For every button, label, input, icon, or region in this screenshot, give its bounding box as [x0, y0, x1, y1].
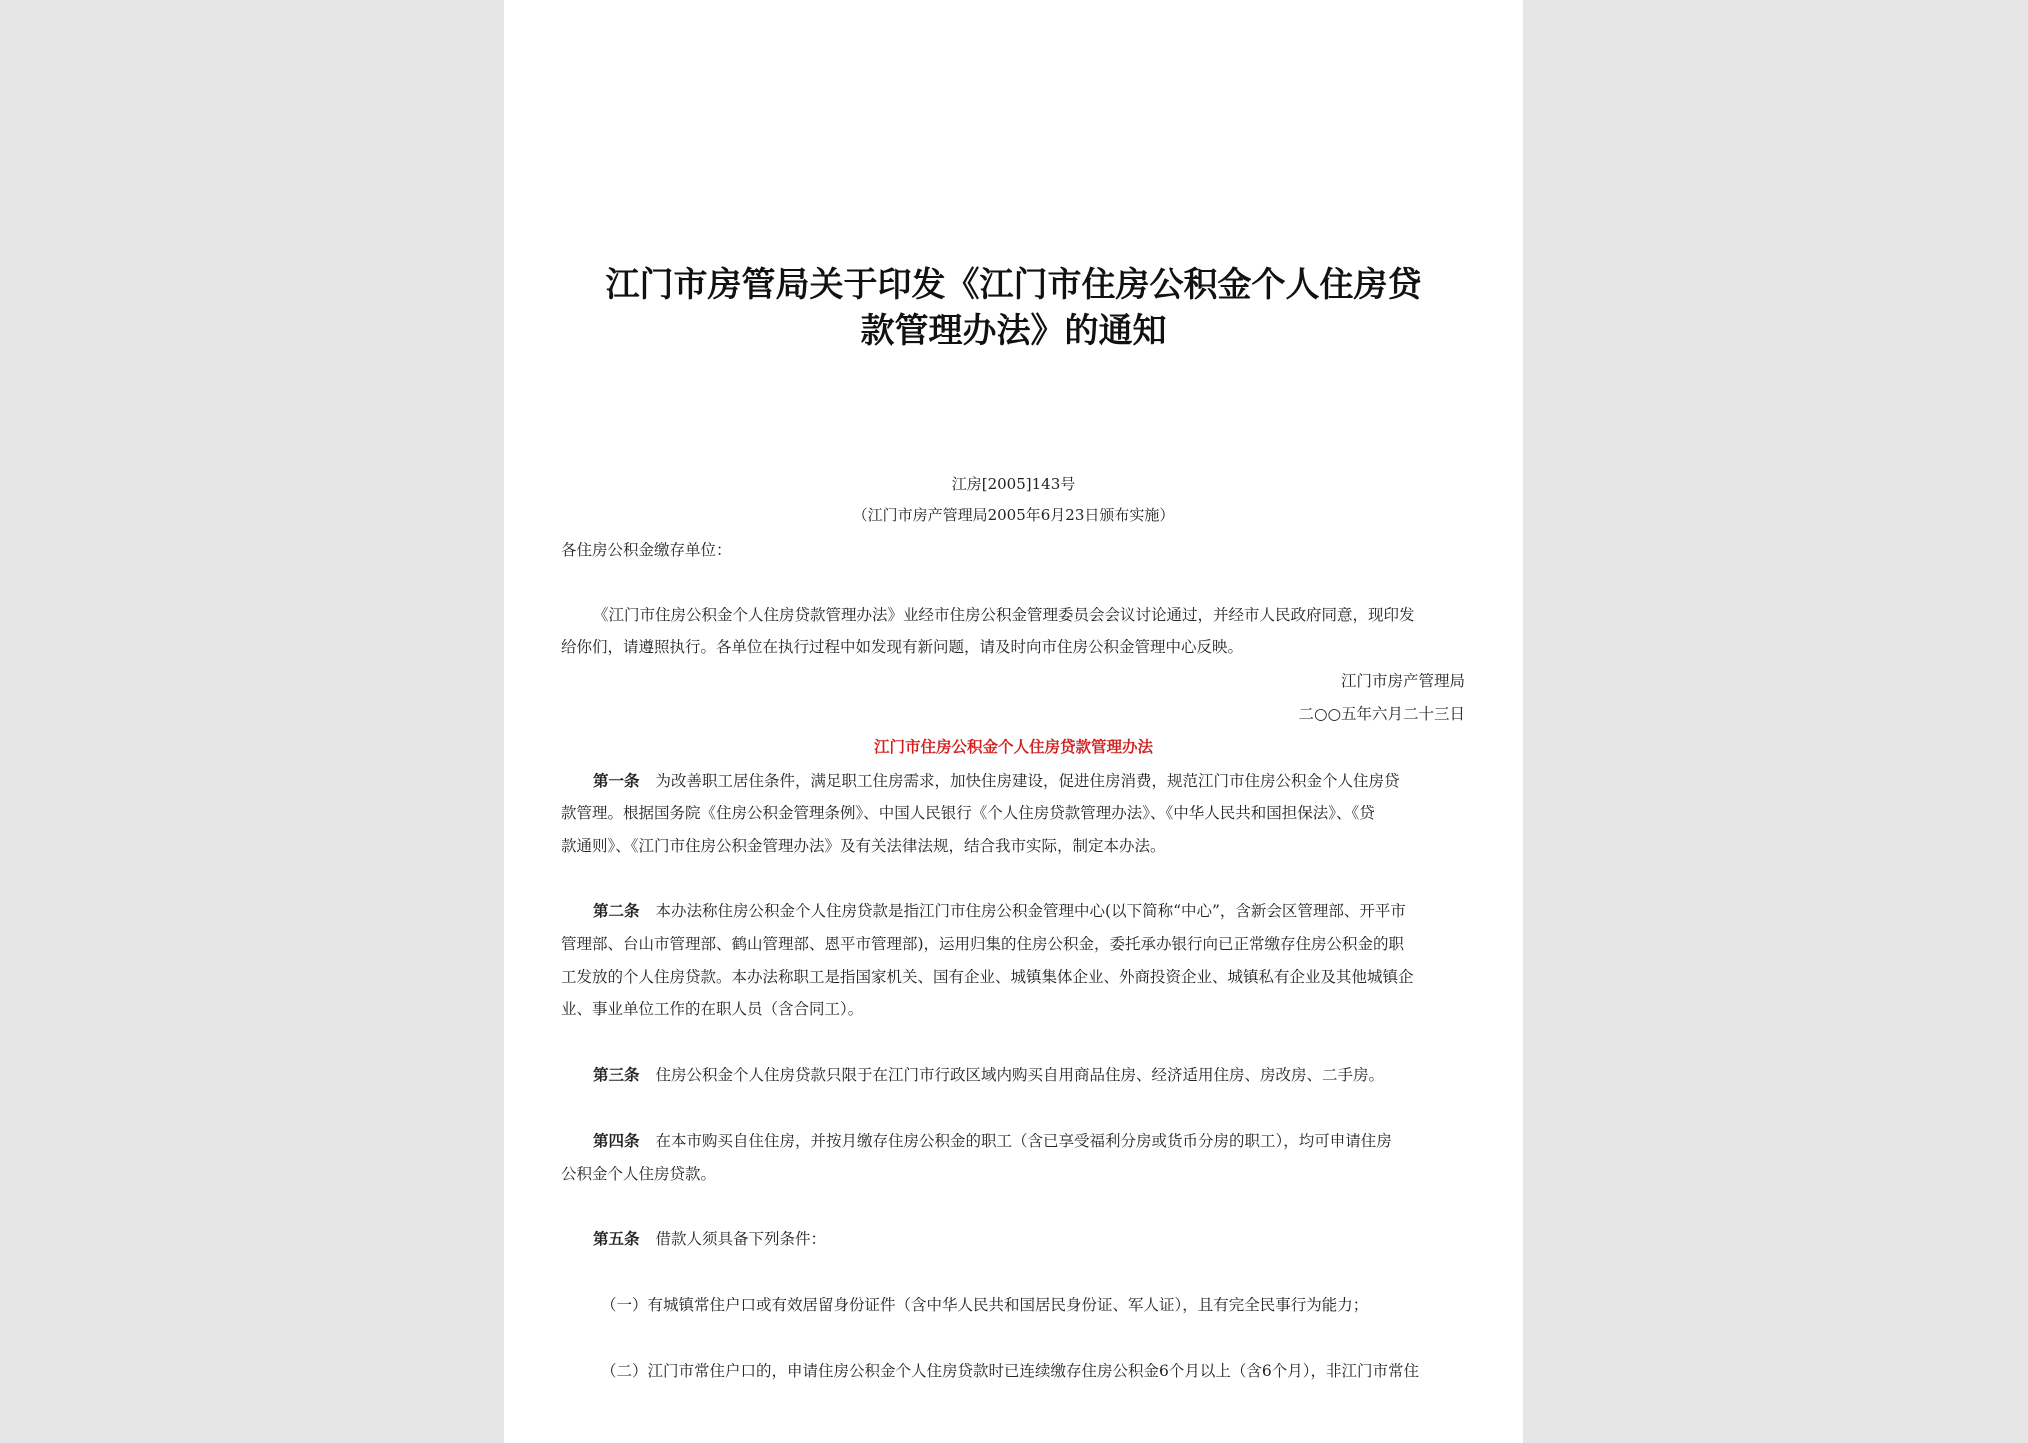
article-text: 在本市购买自住住房，并按月缴存住房公积金的职工（含已享受福利分房或货币分房的职工），均可申请住房 — [655, 1132, 1392, 1150]
intro-line-2: 给你们，请遵照执行。各单位在执行过程中如发现有新问题，请及时向市住房公积金管理中心反映。 — [561, 638, 1244, 656]
article-label: 第五条 — [593, 1229, 640, 1248]
article-1-line-3: 款通则》、《江门市住房公积金管理办法》及有关法律法规，结合我市实际，制定本办法。 — [561, 837, 1166, 855]
article-1-line-2: 款管理。根据国务院《住房公积金管理条例》、中国人民银行《个人住房贷款管理办法》、《中华人民共和国担保法》、《贷 — [561, 804, 1375, 822]
article-2-line-3: 工发放的个人住房贷款。本办法称职工是指国家机关、国有企业、城镇集体企业、外商投资企业、城镇私有企业及其他城镇企 — [561, 968, 1414, 986]
article-1-line-1 — [593, 770, 1400, 792]
document-number: 江房[2005]143号 — [951, 475, 1076, 493]
article-text: 本办法称住房公积金个人住房贷款是指江门市住房公积金管理中心(以下简称“中心”，含新会区管理部、开平市 — [655, 902, 1406, 920]
document-page — [504, 0, 1523, 1443]
article-4-line-1 — [593, 1130, 1392, 1152]
intro-line-1: 《江门市住房公积金个人住房贷款管理办法》业经市住房公积金管理委员会会议讨论通过，并经市人民政府同意，现印发 — [593, 606, 1415, 624]
article-3-line-1 — [593, 1064, 1384, 1086]
regulation-subtitle: 江门市住房公积金个人住房贷款管理办法 — [873, 737, 1153, 756]
article-text: 为改善职工居住条件，满足职工住房需求，加快住房建设，促进住房消费，规范江门市住房公积金个人住房贷 — [655, 772, 1400, 790]
article-text: 住房公积金个人住房贷款只限于在江门市行政区域内购买自用商品住房、经济适用住房、房改房、二手房。 — [655, 1066, 1385, 1084]
condition-1: （一）有城镇常住户口或有效居留身份证件（含中华人民共和国居民身份证、军人证），且有完全民事行为能力； — [601, 1296, 1369, 1314]
salutation: 各住房公积金缴存单位： — [561, 541, 732, 559]
article-2-line-2: 管理部、台山市管理部、鹤山管理部、恩平市管理部)，运用归集的住房公积金，委托承办银行向已正常缴存住房公积金的职 — [561, 935, 1405, 953]
article-5-line-1 — [593, 1228, 826, 1250]
issue-note: （江门市房产管理局2005年6月23日颁布实施） — [852, 506, 1175, 524]
article-text: 借款人须具备下列条件： — [655, 1230, 827, 1248]
article-4-line-2: 公积金个人住房贷款。 — [561, 1165, 717, 1183]
article-label: 第二条 — [593, 901, 640, 920]
document-title-line-1: 江门市房管局关于印发《江门市住房公积金个人住房贷 — [605, 265, 1422, 305]
article-2-line-1 — [593, 900, 1406, 922]
article-2-line-4: 业、事业单位工作的在职人员（含合同工）。 — [561, 1000, 864, 1018]
condition-2: （二）江门市常住户口的，申请住房公积金个人住房贷款时已连续缴存住房公积金6个月以上（含6个月），非江门市常住 — [601, 1362, 1419, 1380]
article-label: 第四条 — [593, 1131, 640, 1150]
issuer-signature: 江门市房产管理局 — [1340, 672, 1465, 690]
article-label: 第三条 — [593, 1065, 640, 1084]
issue-date: 二○○五年六月二十三日 — [1298, 705, 1465, 723]
document-title-line-2: 款管理办法》的通知 — [860, 311, 1167, 351]
article-label: 第一条 — [593, 771, 640, 790]
